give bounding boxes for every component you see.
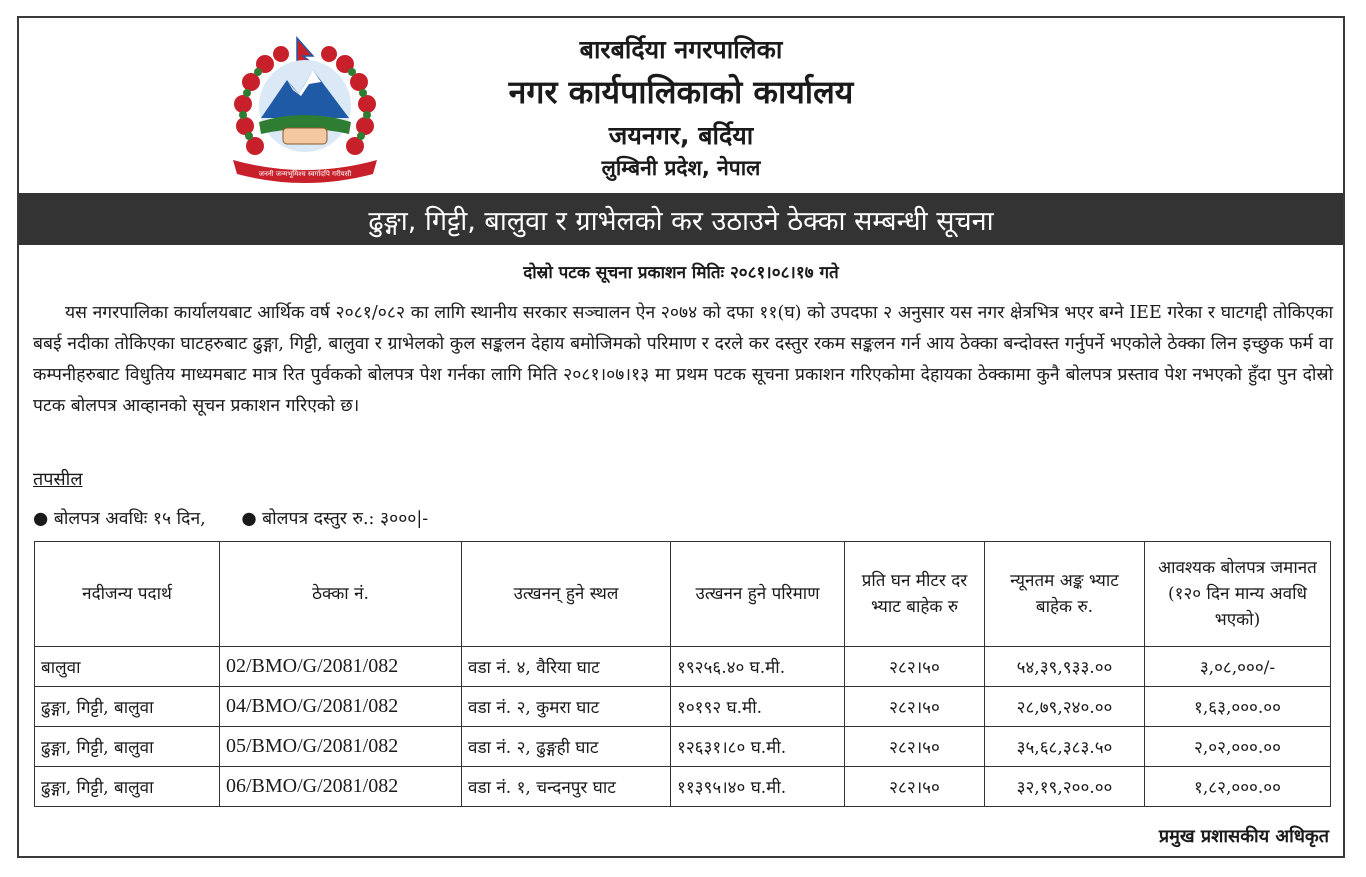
table-row [35, 767, 1331, 807]
cell-site: वडा नं. ४, वैरिया घाट [462, 647, 671, 687]
bid-fee: ● बोलपत्र दस्तुर रु.: ३०००|- [241, 509, 429, 529]
cell-contract-no: 04/BMO/G/2081/082 [220, 687, 462, 727]
cell-material: ढुङ्गा, गिट्टी, बालुवा [35, 767, 220, 807]
cell-site: वडा नं. २, कुमरा घाट [462, 687, 671, 727]
publication-date: दोस्रो पटक सूचना प्रकाशन मितिः २०८१।०८।१७ गते [523, 263, 839, 283]
cell-min-amount: ५४,३९,९३३.०० [985, 647, 1145, 687]
notice-title: ढुङ्गा, गिट्टी, बालुवा र ग्राभेलको कर उठाउने ठेक्का सम्बन्धी सूचना [368, 205, 994, 237]
cell-contract-no: 05/BMO/G/2081/082 [220, 727, 462, 767]
cell-site: वडा नं. १, चन्दनपुर घाट [462, 767, 671, 807]
cell-contract-no: 06/BMO/G/2081/082 [220, 767, 462, 807]
cell-material: बालुवा [35, 647, 220, 687]
cell-quantity: १०१९२ घ.मी. [671, 687, 845, 727]
cell-site: वडा नं. २, ढुङ्गही घाट [462, 727, 671, 767]
cell-quantity: ११३९५।४० घ.मी. [671, 767, 845, 807]
col-header-min-amount: न्यूनतम अङ्क भ्याट बाहेक रु. [985, 542, 1145, 647]
notice-title-banner [19, 193, 1343, 245]
cell-bid-security: १,६३,०००.०० [1145, 687, 1331, 727]
cell-rate: २८२।५० [845, 687, 985, 727]
notice-frame [17, 16, 1345, 858]
cell-contract-no: 02/BMO/G/2081/082 [220, 647, 462, 687]
cell-min-amount: २८,७९,२४०.०० [985, 687, 1145, 727]
col-header-rate: प्रति घन मीटर दर भ्याट बाहेक रु [845, 542, 985, 647]
office-location: जयनगर, बर्दिया [608, 121, 754, 150]
bid-info-bullets [33, 506, 428, 530]
municipality-name: बारबर्दिया नगरपालिका [579, 35, 783, 64]
details-heading: तपसील [33, 469, 83, 490]
cell-material: ढुङ्गा, गिट्टी, बालुवा [35, 727, 220, 767]
cell-rate: २८२।५० [845, 647, 985, 687]
cell-rate: २८२।५० [845, 767, 985, 807]
cell-min-amount: ३२,१९,२००.०० [985, 767, 1145, 807]
table-row [35, 727, 1331, 767]
notice-paragraph: यस नगरपालिका कार्यालयबाट आर्थिक वर्ष २०८१/०८२ का लागि स्थानीय सरकार सञ्चालन ऐन २०७४ को दफा ११(घ) को उपदफा २ अनुसार यस नगर क्षेत्रभित्र भएर बग्ने IEE गरेका र घाटगद्दी तोकिएका बबई नदीका तोकिएका घाटहरुबाट ढुङ्गा, गिट्टी, बालुवा र ग्राभेलको कुल सङ्कलन देहाय बमोजिमको परिमाण र दरले कर दस्तुर रकम सङ्कलन गर्न आय ठेक्का बन्दोवस्त गर्नुपर्ने भएकोले ठेक्का लिन इच्छुक फर्म वा कम्पनीहरुबाट विधुतिय माध्यमबाट मात्र रित पुर्वकको बोलपत्र पेश गर्नका लागि मिति २०८१।०७।१३ मा प्रथम पटक सूचना प्रकाशन गरिएकोमा देहायका ठेक्कामा कुनै बोलपत्र प्रस्ताव पेश नभएको हुँदा पुन दोस्रो पटक बोलपत्र आव्हानको सूचन प्रकाशन गरिएको छ। [33, 303, 1333, 416]
emblem-motto: जननी जन्मभूमिश्च स्वर्गादपि गरीयसी [258, 170, 352, 178]
table-row [35, 647, 1331, 687]
cell-bid-security: ३,०८,०००/- [1145, 647, 1331, 687]
col-header-material: नदीजन्य पदार्थ [35, 542, 220, 647]
table-header-row [35, 542, 1331, 647]
bid-period: ● बोलपत्र अवधिः १५ दिन, [33, 509, 206, 529]
letterhead [19, 18, 1343, 193]
cell-quantity: १२६३१।८० घ.मी. [671, 727, 845, 767]
cell-bid-security: २,०२,०००.०० [1145, 727, 1331, 767]
cell-rate: २८२।५० [845, 727, 985, 767]
office-name: नगर कार्यपालिकाको कार्यालय [508, 73, 854, 111]
cell-min-amount: ३५,६८,३८३.५० [985, 727, 1145, 767]
province-country: लुम्बिनी प्रदेश, नेपाल [601, 156, 761, 180]
signatory-title: प्रमुख प्रशासकीय अधिकृत [1158, 826, 1329, 847]
cell-material: ढुङ्गा, गिट्टी, बालुवा [35, 687, 220, 727]
col-header-quantity: उत्खनन हुने परिमाण [671, 542, 845, 647]
table-row [35, 687, 1331, 727]
cell-bid-security: १,८२,०००.०० [1145, 767, 1331, 807]
col-header-contract-no: ठेक्का नं. [220, 542, 462, 647]
col-header-site: उत्खनन् हुने स्थल [462, 542, 671, 647]
col-header-bid-security: आवश्यक बोलपत्र जमानत (१२० दिन मान्य अवधि भएको) [1145, 542, 1331, 647]
contracts-table [34, 541, 1331, 807]
cell-quantity: १९२५६.४० घ.मी. [671, 647, 845, 687]
